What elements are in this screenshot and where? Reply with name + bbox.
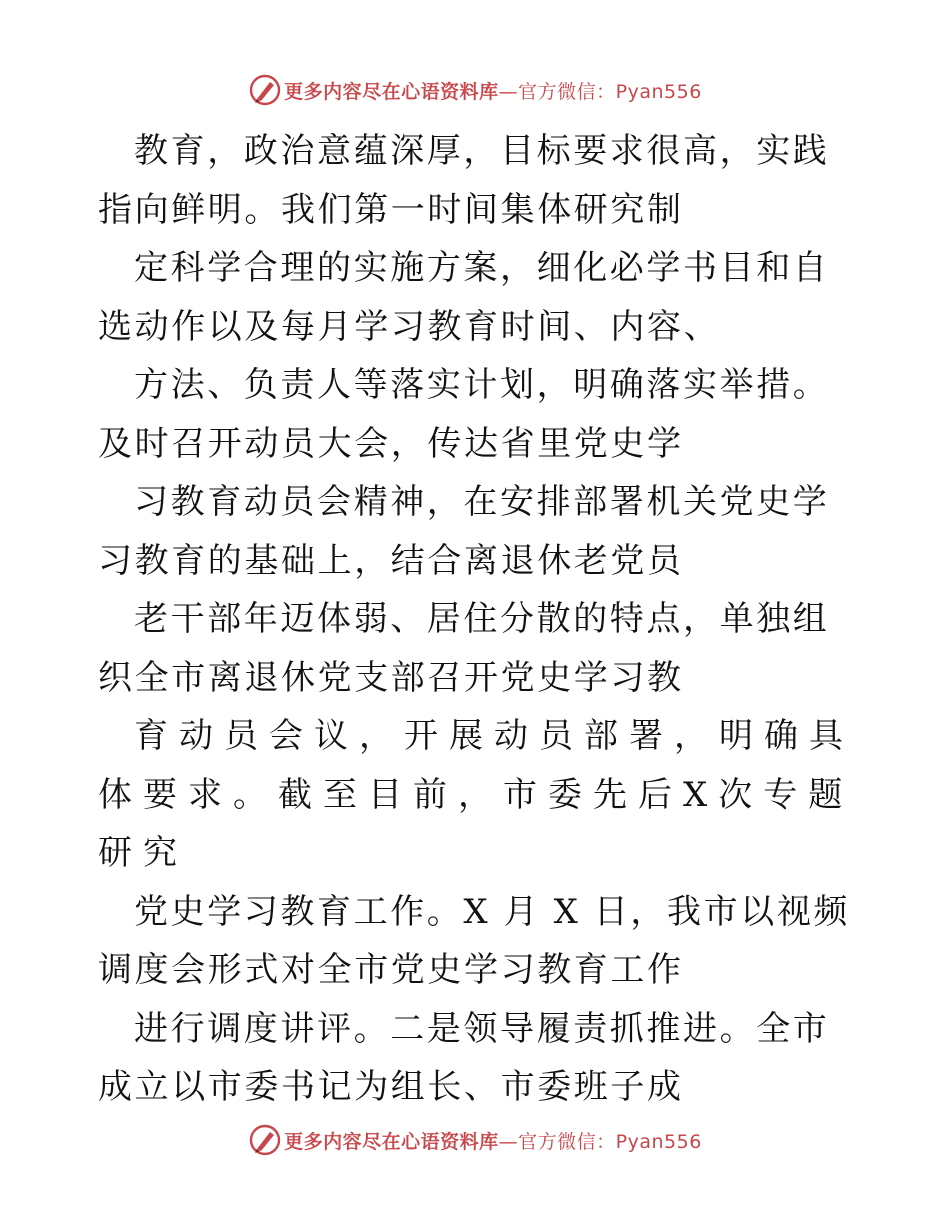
- watermark-brand-text: 更多内容尽在心语资料库: [284, 80, 499, 103]
- quill-pen-logo-icon: [248, 1123, 282, 1157]
- paragraph-2: 定科学合理的实施方案，细化必学书目和自选动作以及每月学习教育时间、内容、: [98, 248, 830, 347]
- paragraph-4: 习教育动员会精神，在安排部署机关党史学习教育的基础上，结合离退休老党员: [98, 482, 830, 581]
- paragraph-6: 育动员会议，开展动员部署，明确具体要求。截至目前，市委先后X次专题研究: [98, 716, 854, 873]
- document-body: [98, 122, 858, 1117]
- footer-watermark-banner: [0, 1120, 950, 1160]
- header-watermark-banner: [0, 70, 950, 110]
- paragraph-3: 方法、负责人等落实计划，明确落实举措。及时召开动员大会，传达省里党史学: [98, 365, 830, 464]
- watermark-brand-text: 更多内容尽在心语资料库: [284, 1130, 499, 1153]
- paragraph-8: 进行调度讲评。二是领导履责抓推进。全市成立以市委书记为组长、市委班子成: [98, 1008, 830, 1107]
- watermark-contact-text: —官方微信：Pyan556: [498, 1130, 702, 1153]
- paragraph-7: 党史学习教育工作。X 月 X 日，我市以视频调度会形式对全市党史学习教育工作: [98, 891, 851, 990]
- paragraph-1: 教育，政治意蕴深厚，目标要求很高，实践指向鲜明。我们第一时间集体研究制: [98, 131, 830, 230]
- quill-pen-logo-icon: [248, 73, 282, 107]
- watermark-contact-text: —官方微信：Pyan556: [498, 80, 702, 103]
- paragraph-5: 老干部年迈体弱、居住分散的特点，单独组织全市离退休党支部召开党史学习教: [98, 599, 830, 698]
